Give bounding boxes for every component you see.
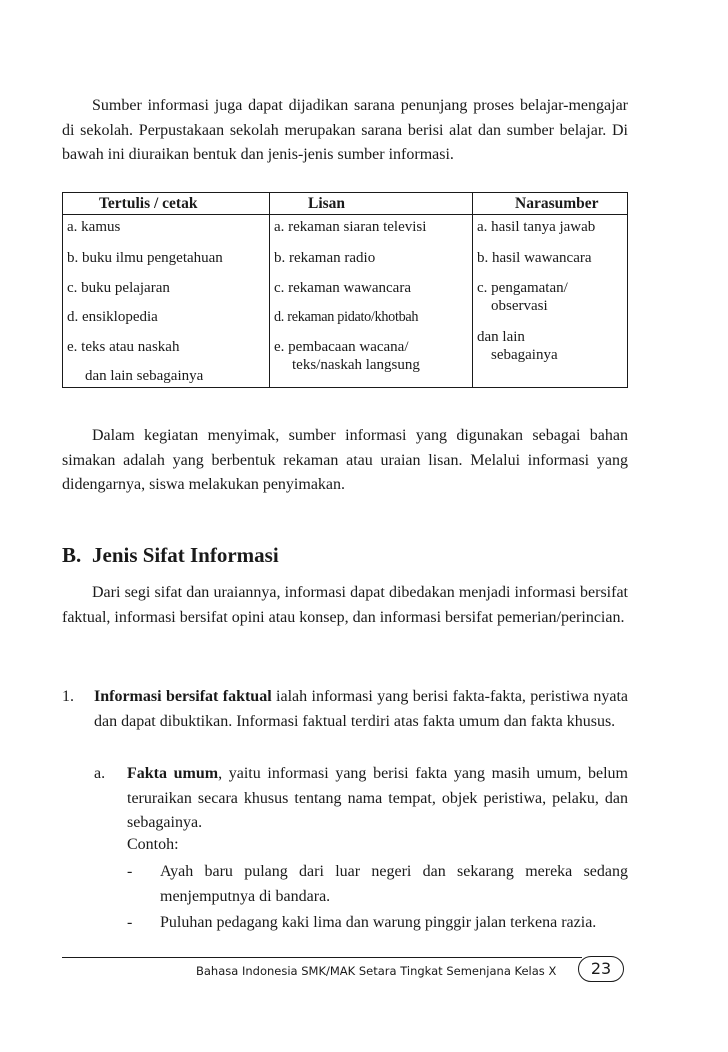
table-cell: c. buku pelajaran bbox=[67, 280, 170, 296]
table-cell: teks/naskah langsung bbox=[292, 357, 420, 373]
table-cell: e. pembacaan wacana/ bbox=[274, 339, 409, 355]
term-fakta-umum: Fakta umum bbox=[127, 765, 219, 782]
table-cell: e. teks atau naskah bbox=[67, 339, 180, 355]
table-cell: a. rekaman siaran televisi bbox=[274, 219, 427, 235]
footer-book-title: Bahasa Indonesia SMK/MAK Setara Tingkat Semenjana Kelas X bbox=[196, 964, 557, 978]
example-item: Puluhan pedagang kaki lima dan warung pinggir jalan terkena razia. bbox=[160, 914, 597, 931]
table-cell: a. kamus bbox=[67, 219, 121, 235]
section-number: B. bbox=[62, 543, 82, 567]
footer-divider bbox=[62, 957, 582, 958]
table-cell: d. rekaman pidato/khotbah bbox=[274, 309, 419, 325]
table-cell: dan lain bbox=[477, 329, 525, 345]
section-title: Jenis Sifat Informasi bbox=[92, 543, 279, 567]
section-heading bbox=[62, 541, 279, 569]
table-cell: a. hasil tanya jawab bbox=[477, 219, 596, 235]
example-item: Ayah baru pulang dari luar negeri dan sekarang mereka sedang menjemputnya di bandara. bbox=[160, 863, 628, 905]
column-tertulis bbox=[63, 193, 269, 387]
table-cell: observasi bbox=[491, 298, 548, 314]
table-header-tertulis: Tertulis / cetak bbox=[63, 193, 269, 215]
sub-list-letter: a. bbox=[94, 765, 106, 782]
column-narasumber bbox=[472, 193, 627, 387]
definition-faktual: ialah informasi yang berisi fakta-fakta, peristiwa nyata dan dapat dibuktikan. Informasi faktual terdiri atas fakta umum dan fakta khusus. bbox=[94, 688, 628, 730]
sub-list-item-fakta-umum bbox=[127, 762, 628, 836]
bullet-dash: - bbox=[127, 914, 133, 931]
table-cell: c. pengamatan/ bbox=[477, 280, 568, 296]
contoh-label: Contoh: bbox=[127, 836, 179, 853]
table-cell: c. rekaman wawancara bbox=[274, 280, 411, 296]
table-cell: d. ensiklopedia bbox=[67, 309, 158, 325]
list-item-faktual bbox=[94, 685, 628, 734]
table-header-narasumber: Narasumber bbox=[473, 193, 627, 215]
table-cell: b. buku ilmu pengetahuan bbox=[67, 250, 223, 266]
section-intro-paragraph: Dari segi sifat dan uraiannya, informasi dapat dibedakan menjadi informasi bersifat faktual, informasi bersifat opini atau konsep, dan informasi bersifat pemerian/perincian. bbox=[62, 584, 628, 626]
page-number-badge: 23 bbox=[578, 956, 624, 982]
menyimak-paragraph: Dalam kegiatan menyimak, sumber informasi yang digunakan sebagai bahan simakan adalah yang berbentuk rekaman atau uraian lisan. Melalui informasi yang didengarnya, siswa melakukan penyimakan. bbox=[62, 427, 628, 493]
definition-fakta-umum: , yaitu informasi yang berisi fakta yang masih umum, belum teruraikan secara khusus tentang nama tempat, objek peristiwa, pelaku, dan sebagainya. bbox=[127, 765, 628, 831]
column-lisan bbox=[269, 193, 472, 387]
table-cell: sebagainya bbox=[491, 347, 558, 363]
table-header-lisan: Lisan bbox=[270, 193, 472, 215]
table-cell: b. hasil wawancara bbox=[477, 250, 592, 266]
intro-paragraph: Sumber informasi juga dapat dijadikan sarana penunjang proses belajar-mengajar di sekolah. Perpustakaan sekolah merupakan sarana berisi alat dan sumber belajar. Di bawah ini diuraikan bentuk dan jenis-jenis sumber informasi. bbox=[62, 97, 628, 163]
information-sources-table bbox=[62, 192, 628, 388]
table-cell: b. rekaman radio bbox=[274, 250, 376, 266]
list-number: 1. bbox=[62, 688, 74, 705]
table-cell: dan lain sebagainya bbox=[85, 368, 204, 384]
term-faktual: Informasi bersifat faktual bbox=[94, 688, 272, 705]
bullet-dash: - bbox=[127, 863, 133, 880]
